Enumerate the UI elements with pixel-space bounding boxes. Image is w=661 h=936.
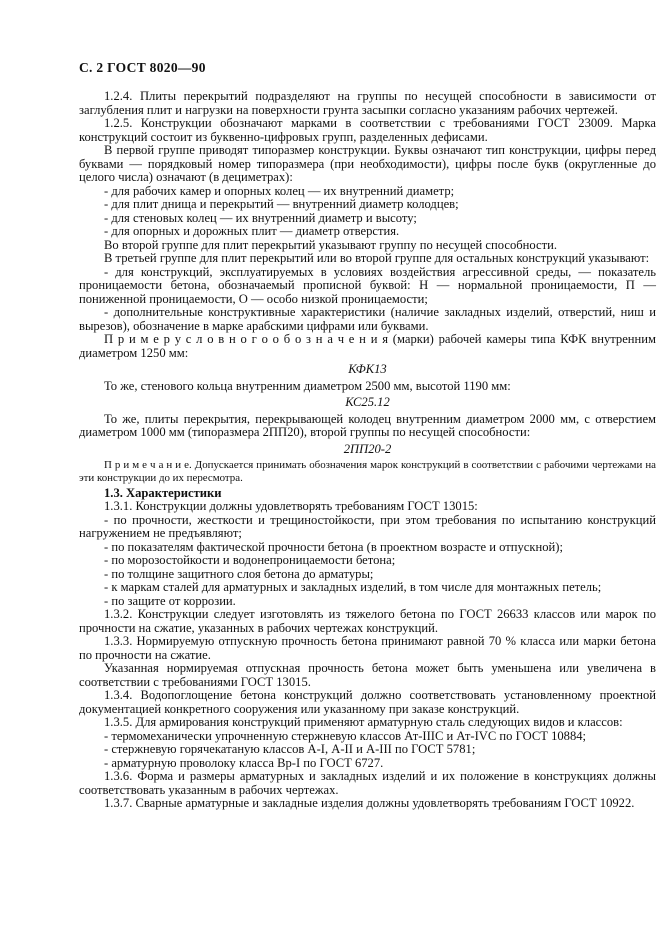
paragraph: 1.3.2. Конструкции следует изготовлять из тяжелого бетона по ГОСТ 26633 классов или марок по прочности на сжатие, указанных в рабочих чертежах конструкций.: [79, 607, 656, 635]
section-heading: 1.3. Характеристики: [104, 485, 222, 500]
list-item: - по показателям фактической прочности бетона (в проектном возрасте и отпускной);: [104, 539, 563, 554]
paragraph: В третьей группе для плит перекрытий или во второй группе для остальных конструкций указывают:: [104, 251, 650, 265]
list-item: - по защите от коррозии.: [104, 593, 236, 608]
paragraph: В первой группе приводят типоразмер конструкции. Буквы означают тип конструкции, цифры перед буквами — порядковый номер типоразмера (при необходимости), цифры после букв (округленные до целого числа) означают (в дециметрах):: [79, 143, 656, 184]
paragraph: П р и м е р у с л о в н о г о о б о з н а ч е н и я (марки) рабочей камеры типа КФК внутренним диаметром 1250 мм:: [79, 332, 656, 360]
paragraph: 1.3.1. Конструкции должны удовлетворять требованиям ГОСТ 13015:: [104, 499, 478, 514]
list-item: - для рабочих камер и опорных колец — их внутренний диаметр;: [104, 183, 455, 198]
list-item: - к маркам сталей для арматурных и закладных изделий, в том числе для монтажных петель;: [104, 580, 602, 595]
paragraph: 1.2.5. Конструкции обозначают марками в соответствии с требованиями ГОСТ 23009. Марка конструкций состоит из буквенно-цифровых групп, разделенных дефисами.: [79, 116, 656, 144]
paragraph: То же, стенового кольца внутренним диаметром 2500 мм, высотой 1190 мм:: [104, 378, 511, 393]
paragraph: 1.3.6. Форма и размеры арматурных и закладных изделий и их положение в конструкциях должны соответствовать указанным в рабочих чертежах.: [79, 769, 656, 797]
paragraph: Указанная нормируемая отпускная прочность бетона может быть уменьшена или увеличена в соответствии с требованиями ГОСТ 13015.: [79, 661, 656, 689]
list-item: - термомеханически упрочненную стержневую классов Ат-IIIC и Ат-IVC по ГОСТ 10884;: [104, 728, 587, 743]
list-item: - для стеновых колец — их внутренний диаметр и высоту;: [104, 210, 417, 225]
list-item: - по толщине защитного слоя бетона до арматуры;: [104, 566, 374, 581]
paragraph: 1.2.4. Плиты перекрытий подразделяют на группы по несущей способности в зависимости от заглубления плит и нагрузки на поверхности грунта засыпки согласно указаниям рабочих чертежей.: [79, 89, 656, 117]
list-item: - стержневую горячекатаную классов А-I, А-II и А-III по ГОСТ 5781;: [104, 742, 476, 757]
page-header: С. 2 ГОСТ 8020—90: [79, 60, 206, 75]
list-item: - арматурную проволоку класса Вр-I по ГОСТ 6727.: [104, 755, 384, 770]
list-item: - для плит днища и перекрытий — внутренний диаметр колодцев;: [104, 197, 459, 211]
designation-mark: КФК13: [348, 362, 387, 376]
list-item: - по морозостойкости и водонепроницаемости бетона;: [104, 553, 396, 568]
list-item: - для опорных и дорожных плит — диаметр отверстия.: [104, 224, 400, 238]
paragraph: 1.3.3. Нормируемую отпускную прочность бетона принимают равной 70 % класса или марки бетона по прочности на сжатие.: [79, 634, 656, 662]
paragraph: Во второй группе для плит перекрытий указывают группу по несущей способности.: [104, 237, 557, 252]
list-item: - по прочности, жесткости и трещиностойкости, при этом требования по испытанию конструкций нагружением не предъявляют;: [79, 512, 656, 541]
paragraph: 1.3.7. Сварные арматурные и закладные изделия должны удовлетворять требованиям ГОСТ 10922.: [104, 796, 635, 811]
note-paragraph: П р и м е ч а н и е. Допускается принимать обозначения марок конструкций в соответствии с рабочими чертежами на эти конструкции до их пересмотра.: [79, 459, 656, 484]
list-item: - дополнительные конструктивные характеристики (наличие закладных изделий, отверстий, ниш и вырезов), обозначение в марке арабскими цифрами или буквами.: [79, 305, 656, 333]
designation-mark: 2ПП20-2: [343, 441, 392, 456]
paragraph: То же, плиты перекрытия, перекрывающей колодец внутренним диаметром 2000 мм, с отверстием диаметром 1000 мм (типоразмера 2ПП20), второй группы по несущей способности:: [79, 411, 656, 439]
list-item: - для конструкций, эксплуатируемых в условиях воздействия агрессивной среды, — показатель проницаемости бетона, обозначаемый прописной буквой: Н — нормальной проницаемости, П — пониженной проницаемости, О — особо низкой проницаемости;: [79, 264, 656, 306]
designation-mark: КС25.12: [345, 395, 390, 409]
paragraph: 1.3.5. Для армирования конструкций применяют арматурную сталь следующих видов и классов:: [104, 715, 623, 730]
paragraph: 1.3.4. Водопоглощение бетона конструкций должно соответствовать установленному проектной документацией конкретного сооружения или указанному при заказе конструкций.: [79, 688, 656, 716]
document-body: [79, 90, 656, 811]
